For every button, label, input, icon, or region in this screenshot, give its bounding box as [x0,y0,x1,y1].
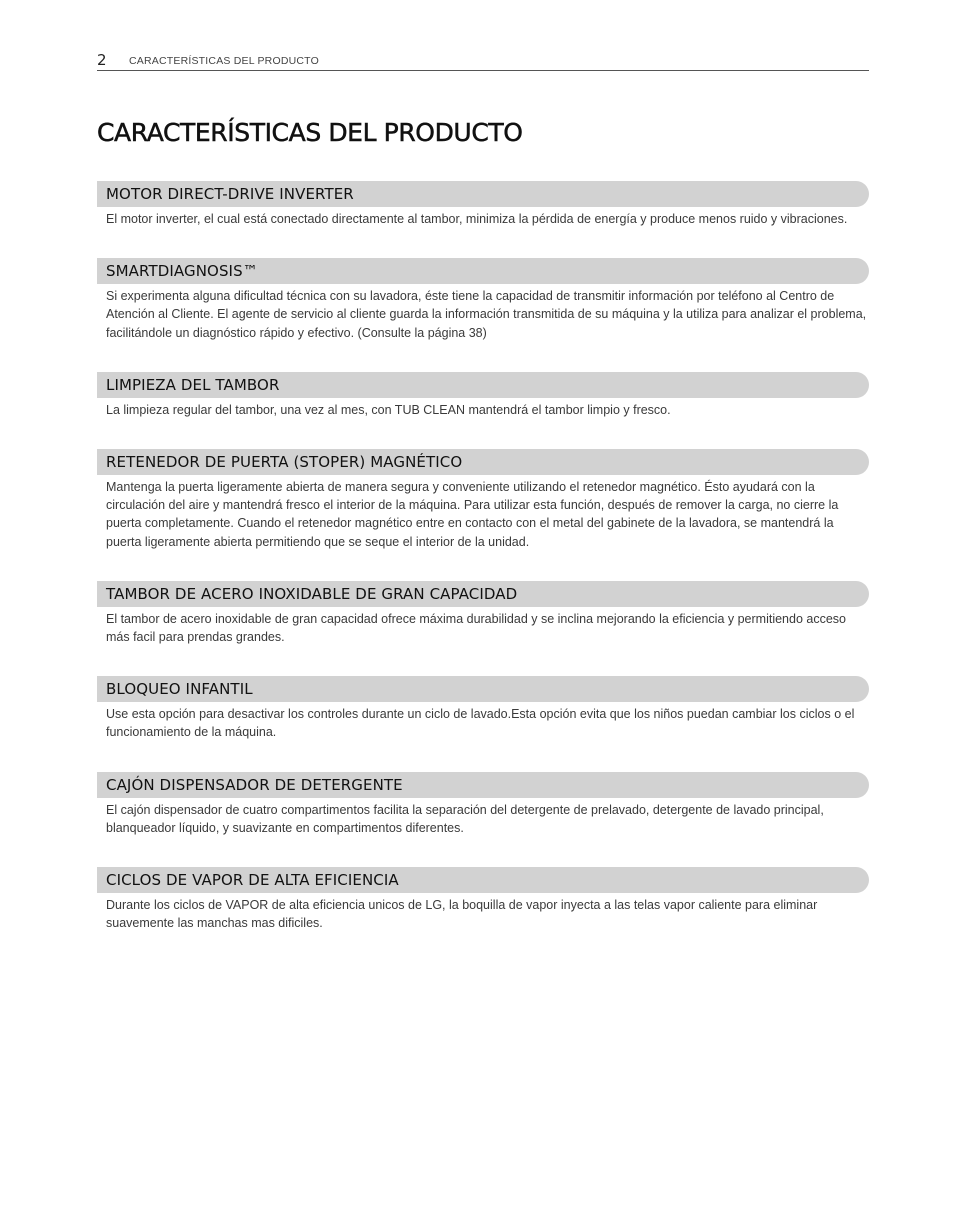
feature-section [97,258,869,342]
section-body: El motor inverter, el cual está conectado directamente al tambor, minimiza la pérdida de energía y produce menos ruido y vibraciones. [106,212,848,226]
feature-section [97,867,869,932]
section-header [97,449,869,475]
feature-list [97,181,869,962]
section-title: LIMPIEZA DEL TAMBOR [106,375,280,394]
feature-section [97,181,869,228]
section-header [97,258,869,284]
section-title: BLOQUEO INFANTIL [106,680,253,699]
section-body: Use esta opción para desactivar los controles durante un ciclo de lavado.Esta opción evita que los niños puedan cambiar los ciclos o el funcionamiento de la máquina. [106,707,855,740]
section-body: Mantenga la puerta ligeramente abierta de manera segura y conveniente utilizando el retenedor magnético. Ésto ayudará con la circulación del aire y mantendrá fresco el interior de la máquina. Para utilizar esta función, después de remover la carga, no cierre la puerta completamente. Cuando el retenedor magnético entre en contacto con el metal del gabinete de la lavadora, se mantendrá la puerta ligeramente abierta permitiendo que se seque el interior de la unidad. [106,480,839,549]
feature-section [97,676,869,741]
section-title: RETENEDOR DE PUERTA (STOPER) MAGNÉTICO [106,453,463,472]
feature-section [97,772,869,837]
page-title: CARACTERÍSTICAS DEL PRODUCTO [97,118,523,147]
section-title: CICLOS DE VAPOR DE ALTA EFICIENCIA [106,871,399,890]
running-header [97,52,869,71]
section-body: Durante los ciclos de VAPOR de alta eficiencia unicos de LG, la boquilla de vapor inyecta a las telas vapor caliente para eliminar suavemente las manchas mas dificiles. [106,898,818,931]
section-title: CAJÓN DISPENSADOR DE DETERGENTE [106,775,403,794]
section-header [97,181,869,207]
section-header [97,372,869,398]
section-body: Si experimenta alguna dificultad técnica con su lavadora, éste tiene la capacidad de transmitir información por teléfono al Centro de Atención al Cliente. El agente de servicio al cliente guarda la información transmitida de su máquina y la utiliza para analizar el problema, facilitándole un diagnóstico rápido y efectivo. (Consulte la página 38) [106,289,867,340]
running-title: CARACTERÍSTICAS DEL PRODUCTO [129,55,319,67]
section-title: MOTOR DIRECT-DRIVE INVERTER [106,185,354,203]
section-body: La limpieza regular del tambor, una vez al mes, con TUB CLEAN mantendrá el tambor limpio y fresco. [106,402,671,417]
page-number: 2 [97,51,107,69]
section-title: TAMBOR DE ACERO INOXIDABLE DE GRAN CAPACIDAD [106,584,518,603]
section-body: El tambor de acero inoxidable de gran capacidad ofrece máxima durabilidad y se inclina mejorando la eficiencia y permitiendo acceso más facil para prendas grandes. [106,611,846,645]
feature-section [97,372,869,419]
section-body: El cajón dispensador de cuatro compartimentos facilita la separación del detergente de prelavado, detergente de lavado principal, blanqueador líquido, y suavizante en compartimentos diferentes. [106,802,824,835]
feature-section [97,581,869,646]
section-title: SMARTDIAGNOSIS™ [106,262,258,281]
feature-section [97,449,869,551]
section-header [97,581,869,607]
section-header [97,867,869,893]
section-header [97,772,869,798]
section-header [97,676,869,702]
